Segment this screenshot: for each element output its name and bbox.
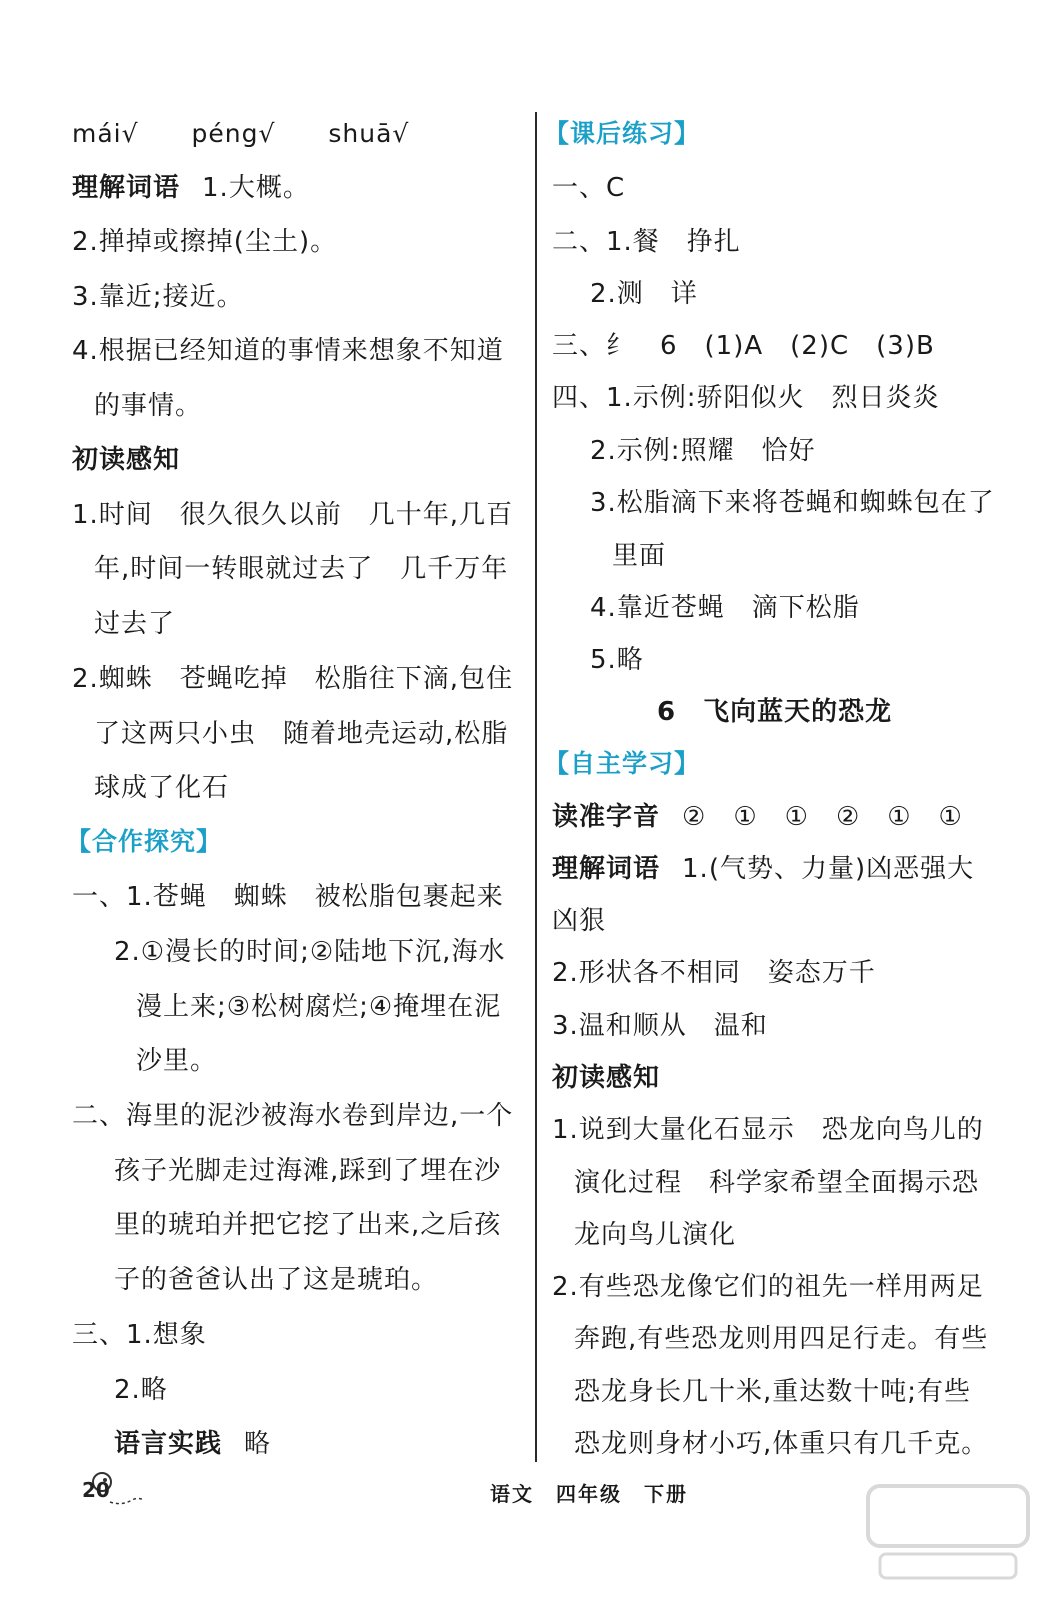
coop-5: 2.略 xyxy=(114,1375,168,1405)
pinyin-2: péng√ xyxy=(191,119,276,148)
vocab-answer-1: 1.大概。 xyxy=(202,173,310,203)
reading-1b: 年,时间一转眼就过去了 几千万年 xyxy=(94,554,509,584)
reading-2a: 2.有些恐龙像它们的祖先一样用两足 xyxy=(552,1272,984,1302)
page-number: 20 xyxy=(82,1478,110,1502)
reading-title: 初读感知 xyxy=(72,445,181,475)
coop-3c: 里的琥珀并把它挖了出来,之后孩 xyxy=(114,1210,502,1240)
after-2: 二、1.餐 挣扎 xyxy=(552,227,741,257)
after-class-section-tag: 【课后练习】 xyxy=(544,119,701,148)
vocab-answer-4a: 4.根据已经知道的事情来想象不知道 xyxy=(72,336,504,366)
after-7a: 3.松脂滴下来将苍蝇和蜘蛛包在了 xyxy=(590,488,995,518)
coop-2c: 沙里。 xyxy=(136,1046,218,1076)
pronunciation-line xyxy=(552,799,963,835)
reading-1a: 1.时间 很久很久以前 几十年,几百 xyxy=(72,500,514,530)
reading-1a: 1.说到大量化石显示 恐龙向鸟儿的 xyxy=(552,1115,984,1145)
after-5: 四、1.示例:骄阳似火 烈日炎炎 xyxy=(552,383,940,413)
reading-1c: 过去了 xyxy=(94,609,176,639)
vocab-label: 理解词语 xyxy=(552,854,661,884)
pronunciation-values: ② ① ① ② ① ① xyxy=(682,802,963,832)
coop-1: 一、1.苍蝇 蜘蛛 被松脂包裹起来 xyxy=(72,882,504,912)
pinyin-3: shuā√ xyxy=(328,119,410,148)
vocab-line-1 xyxy=(72,170,310,206)
pinyin-answers xyxy=(72,116,409,152)
reading-title: 初读感知 xyxy=(552,1063,661,1093)
vocab-answer-1b: 凶狠 xyxy=(552,906,607,936)
reading-1c: 龙向鸟儿演化 xyxy=(574,1220,737,1250)
self-study-section-tag: 【自主学习】 xyxy=(544,749,701,778)
coop-2b: 漫上来;③松树腐烂;④掩埋在泥 xyxy=(136,992,502,1022)
reading-2a: 2.蜘蛛 苍蝇吃掉 松脂往下滴,包住 xyxy=(72,664,514,694)
reading-2d: 恐龙则身材小巧,体重只有几千克。 xyxy=(574,1429,989,1459)
after-9: 5.略 xyxy=(590,645,644,675)
pinyin-1: mái√ xyxy=(72,119,139,148)
coop-4: 三、1.想象 xyxy=(72,1320,207,1350)
after-7b: 里面 xyxy=(612,541,667,571)
reading-2c: 恐龙身长几十米,重达数十吨;有些 xyxy=(574,1377,972,1407)
reading-2c: 球成了化石 xyxy=(94,773,230,803)
practice-line xyxy=(114,1426,271,1462)
vocab-line-1 xyxy=(552,851,974,887)
vocab-answer-2: 2.形状各不相同 姿态万千 xyxy=(552,958,876,988)
reading-2b: 奔跑,有些恐龙则用四足行走。有些 xyxy=(574,1324,989,1354)
vocab-answer-4b: 的事情。 xyxy=(94,391,203,421)
book-info: 语文 四年级 下册 xyxy=(490,1482,688,1506)
lesson-title: 6 飞向蓝天的恐龙 xyxy=(657,697,893,727)
coop-3a: 二、海里的泥沙被海水卷到岸边,一个 xyxy=(72,1101,514,1131)
after-8: 4.靠近苍蝇 滴下松脂 xyxy=(590,593,860,623)
vocab-answer-1a: 1.(气势、力量)凶恶强大 xyxy=(682,854,975,884)
reading-1b: 演化过程 科学家希望全面揭示恐 xyxy=(574,1168,980,1198)
pronunciation-label: 读准字音 xyxy=(552,802,661,832)
watermark-logo-icon xyxy=(858,1478,1038,1588)
coop-2a: 2.①漫长的时间;②陆地下沉,海水 xyxy=(114,937,506,967)
practice-label: 语言实践 xyxy=(114,1429,223,1459)
cooperate-section-tag: 【合作探究】 xyxy=(66,827,223,856)
after-1: 一、C xyxy=(552,173,626,203)
vocab-label: 理解词语 xyxy=(72,173,181,203)
vocab-answer-3: 3.靠近;接近。 xyxy=(72,282,244,312)
after-4: 三、纟 6 (1)A (2)C (3)B xyxy=(552,331,935,361)
after-3: 2.测 详 xyxy=(590,279,698,309)
column-divider xyxy=(535,112,537,1462)
reading-2b: 了这两只小虫 随着地壳运动,松脂 xyxy=(94,719,509,749)
vocab-answer-3: 3.温和顺从 温和 xyxy=(552,1011,768,1041)
after-6: 2.示例:照耀 恰好 xyxy=(590,436,816,466)
coop-3d: 子的爸爸认出了这是琥珀。 xyxy=(114,1265,439,1295)
practice-value: 略 xyxy=(244,1429,272,1459)
coop-3b: 孩子光脚走过海滩,踩到了埋在沙 xyxy=(114,1156,502,1186)
vocab-answer-2: 2.掸掉或擦掉(尘土)。 xyxy=(72,227,338,257)
